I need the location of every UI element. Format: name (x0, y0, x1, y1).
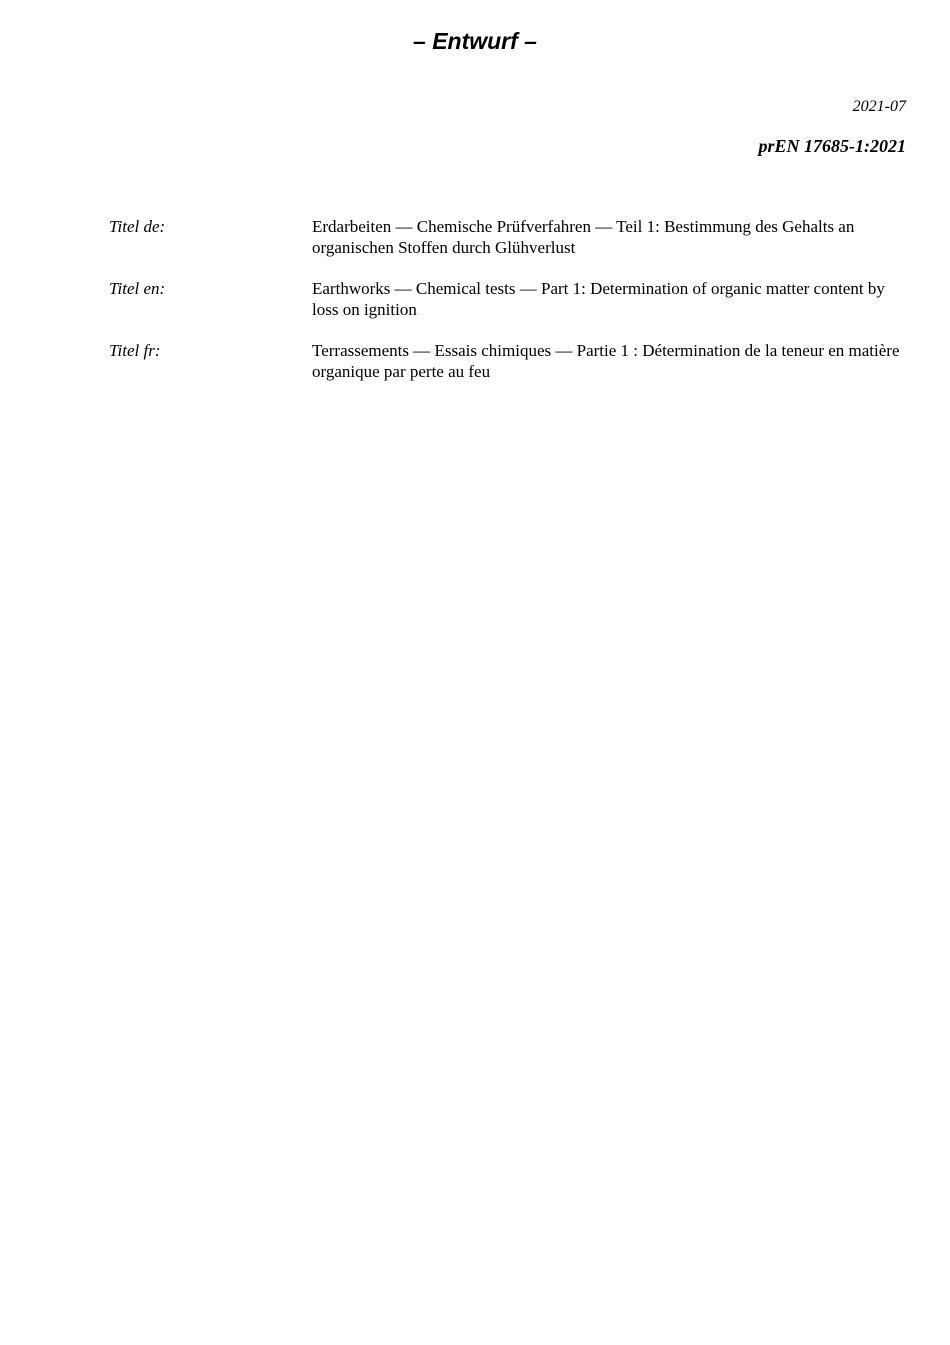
title-row-fr (109, 340, 909, 382)
draft-heading: – Entwurf – (413, 28, 537, 54)
title-list (109, 216, 909, 402)
title-row-de (109, 216, 909, 258)
document-number: prEN 17685-1:2021 (758, 136, 906, 156)
title-text-de: Erdarbeiten — Chemische Prüfverfahren — Teil 1: Bestimmung des Gehalts an organischen Stoffen durch Glühverlust (312, 217, 855, 257)
title-label-de: Titel de: (109, 217, 166, 236)
title-label-en: Titel en: (109, 279, 166, 298)
title-row-en (109, 278, 909, 320)
title-label-fr: Titel fr: (109, 341, 161, 360)
document-date: 2021-07 (852, 98, 906, 115)
title-text-fr: Terrassements — Essais chimiques — Partie 1 : Détermination de la teneur en matière organique par perte au feu (312, 341, 900, 381)
title-text-en: Earthworks — Chemical tests — Part 1: Determination of organic matter content by loss on ignition (312, 279, 885, 319)
